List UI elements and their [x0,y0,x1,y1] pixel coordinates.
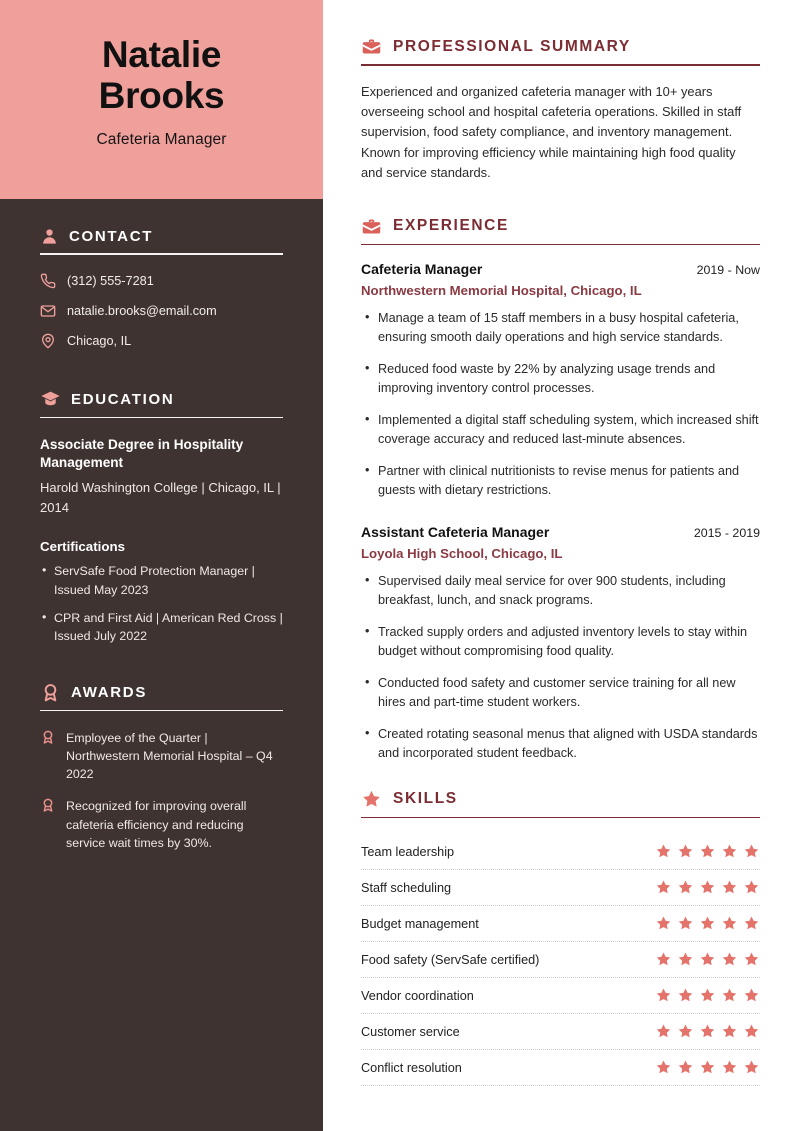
skills-heading: SKILLS [393,790,458,808]
list-item: • Partner with clinical nutritionists to revise menus for patients and guests with dietary restrictions. [361,462,760,500]
star-icon [677,1023,694,1040]
list-item: • ServSafe Food Protection Manager | Issued May 2023 [40,562,283,599]
skill-rating [655,879,760,896]
star-icon [677,879,694,896]
contact-phone-row [40,273,283,289]
star-icon [677,987,694,1004]
contact-location-value: Chicago, IL [67,333,132,348]
graduation-cap-icon [40,389,61,410]
skill-rating [655,987,760,1004]
star-icon [721,1059,738,1076]
experience-section-header [361,216,760,237]
star-icon [361,789,382,810]
awards-section-header [40,682,283,703]
job-dates: 2019 - Now [696,263,760,278]
skill-rating [655,951,760,968]
experience-divider [361,244,760,246]
star-icon [677,951,694,968]
experience-entry-header [361,261,760,277]
skill-name: Customer service [361,1024,460,1039]
job-bullet-list [361,309,760,500]
experience-section [361,216,760,763]
skill-row [361,870,760,906]
education-school: Harold Washington College | Chicago, IL | 2014 [40,480,281,515]
experience-heading: EXPERIENCE [393,217,509,235]
header-job-title: Cafeteria Manager [96,130,227,148]
skill-rating [655,843,760,860]
contact-divider [40,253,283,255]
star-icon [655,951,672,968]
star-icon [743,843,760,860]
star-icon [743,1023,760,1040]
skill-row [361,906,760,942]
skill-row [361,942,760,978]
list-item: • Created rotating seasonal menus that aligned with USDA standards and incorporated student feedback. [361,725,760,763]
star-icon [655,843,672,860]
star-icon [655,915,672,932]
award-text: Recognized for improving overall cafeteria efficiency and reducing service wait times by 30%. [66,799,247,850]
awards-divider [40,710,283,712]
star-icon [655,1059,672,1076]
education-heading: EDUCATION [71,390,175,408]
star-icon [721,987,738,1004]
star-icon [743,1059,760,1076]
skill-name: Food safety (ServSafe certified) [361,952,540,967]
job-organization: Loyola High School, Chicago, IL [361,545,563,561]
main-content [323,0,800,1131]
map-pin-icon [40,333,56,349]
star-icon [743,879,760,896]
award-rosette-icon [40,682,61,703]
experience-entry [361,524,760,763]
contact-section-header [40,227,283,246]
skill-rating [655,1059,760,1076]
skills-list [361,834,760,1086]
skill-name: Vendor coordination [361,988,474,1003]
star-icon [655,1023,672,1040]
list-item [40,797,283,851]
star-icon [699,1059,716,1076]
first-name: Natalie [101,34,222,75]
job-title: Assistant Cafeteria Manager [361,523,550,540]
list-item: • CPR and First Aid | American Red Cross | Issued July 2022 [40,609,283,646]
star-icon [721,843,738,860]
star-icon [677,915,694,932]
summary-divider [361,64,760,66]
spacer [40,363,283,389]
person-icon [40,227,59,246]
skill-name: Team leadership [361,844,455,859]
job-organization: Northwestern Memorial Hospital, Chicago, IL [361,283,642,299]
star-icon [699,915,716,932]
phone-icon [40,273,56,289]
star-icon [743,951,760,968]
name-header-block [0,0,323,199]
contact-email-row [40,303,283,319]
list-item: • Manage a team of 15 staff members in a busy hospital cafeteria, ensuring smooth daily operations and high service standards. [361,309,760,347]
skill-row [361,978,760,1014]
award-rosette-icon [40,797,56,851]
experience-entry-header [361,524,760,540]
list-item [40,729,283,783]
star-icon [699,843,716,860]
skill-rating [655,1023,760,1040]
star-icon [699,879,716,896]
star-icon [699,951,716,968]
award-text: Employee of the Quarter | Northwestern Memorial Hospital – Q4 2022 [66,731,273,782]
job-title: Cafeteria Manager [361,261,483,278]
skill-name: Staff scheduling [361,880,452,895]
award-rosette-icon [40,729,56,783]
skills-divider [361,817,760,819]
contact-email-value: natalie.brooks@email.com [67,303,217,318]
professional-summary-section [361,36,760,184]
contact-location-row [40,333,283,349]
list-item: • Supervised daily meal service for over 900 students, including breakfast, lunch, and snack programs. [361,572,760,610]
envelope-icon [40,303,56,319]
summary-section-header [361,36,760,57]
list-item: • Implemented a digital staff scheduling system, which increased shift coverage accuracy and reduced last-minute absences. [361,411,760,449]
star-icon [677,843,694,860]
star-icon [721,951,738,968]
star-icon [655,987,672,1004]
briefcase-icon [361,216,382,237]
job-bullet-list [361,572,760,763]
summary-heading: PROFESSIONAL SUMMARY [393,37,631,55]
star-icon [699,987,716,1004]
certifications-list [40,562,283,645]
star-icon [743,987,760,1004]
contact-phone-value: (312) 555-7281 [67,273,154,288]
experience-entry [361,261,760,500]
last-name: Brooks [98,75,225,117]
briefcase-icon [361,36,382,57]
star-icon [721,879,738,896]
sidebar [0,0,323,1131]
star-icon [677,1059,694,1076]
spacer [361,514,760,524]
skill-name: Budget management [361,916,479,931]
skill-name: Conflict resolution [361,1060,462,1075]
star-icon [743,915,760,932]
skill-row [361,1050,760,1086]
contact-heading: CONTACT [69,228,154,245]
certifications-title: Certifications [40,539,125,555]
star-icon [721,1023,738,1040]
skills-section-header [361,789,760,810]
skill-rating [655,915,760,932]
spacer [40,656,283,682]
awards-heading: AWARDS [71,683,148,701]
education-divider [40,417,283,419]
list-item: • Reduced food waste by 22% by analyzing usage trends and improving inventory control processes. [361,360,760,398]
summary-text: Experienced and organized cafeteria manager with 10+ years overseeing school and hospital cafeteria operations. Skilled in staff supervision, food safety compliance, and inventory management. Known for improving efficiency while maintaining high food quality and service standards. [361,83,742,181]
list-item: • Tracked supply orders and adjusted inventory levels to stay within budget without compromising food quality. [361,623,760,661]
list-item: • Conducted food safety and customer service training for all new hires and part-time student workers. [361,674,760,712]
star-icon [699,1023,716,1040]
education-degree: Associate Degree in Hospitality Management [40,437,244,471]
job-dates: 2015 - 2019 [693,525,760,540]
skill-row [361,834,760,870]
star-icon [655,879,672,896]
skill-row [361,1014,760,1050]
sidebar-body [0,199,323,896]
education-section-header [40,389,283,410]
star-icon [721,915,738,932]
skills-section [361,789,760,1087]
